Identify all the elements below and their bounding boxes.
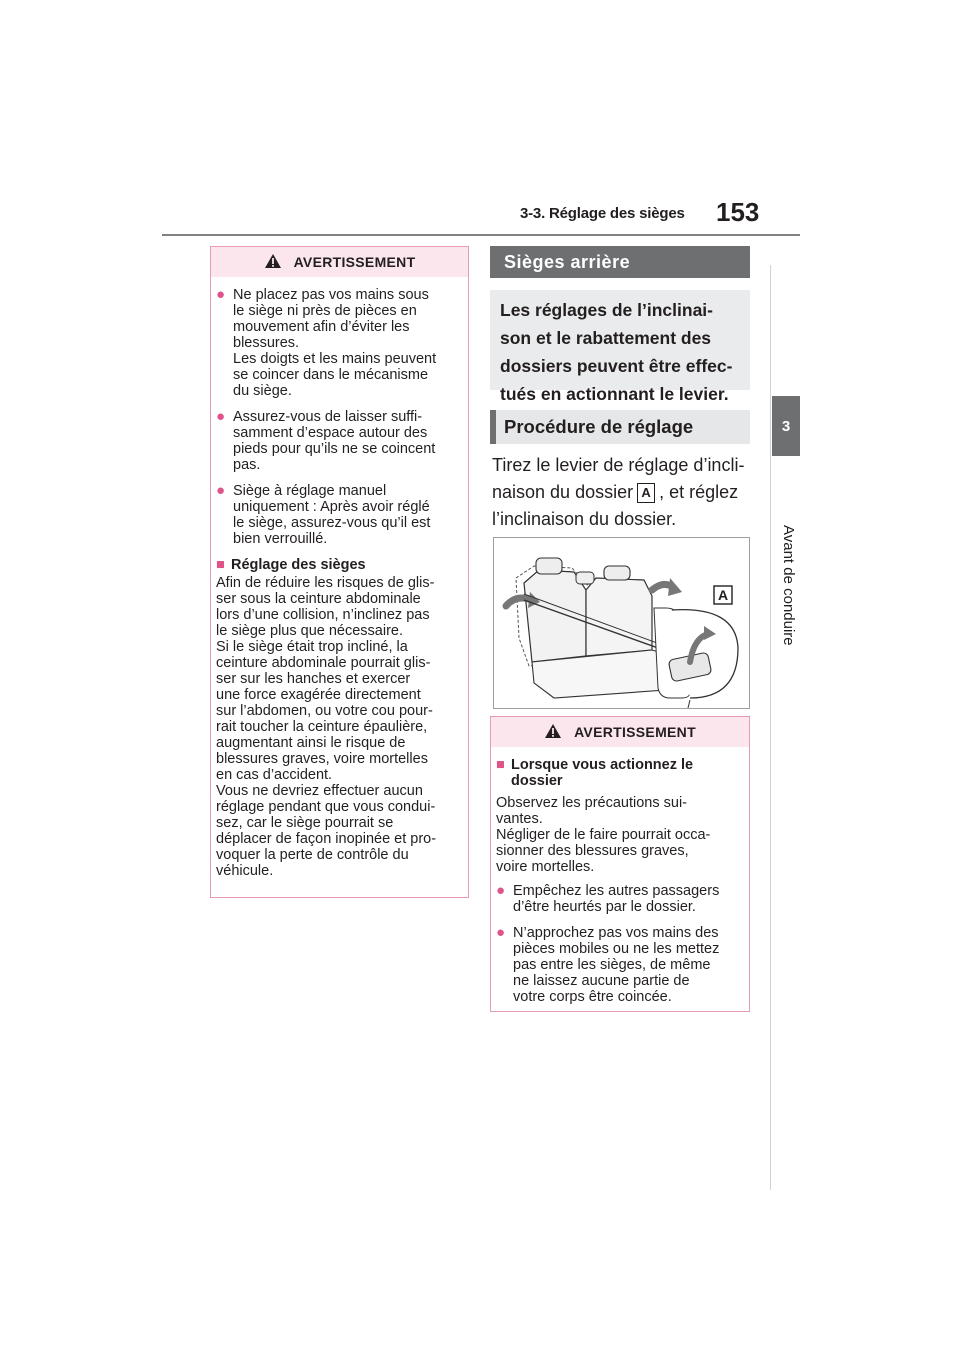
section-title-bar	[490, 246, 750, 278]
bullet-text: Ne placez pas vos mains sous le siège ni près de pièces en mouvement afin d’éviter les blessures. Les doigts et les mains peuvent se coincer dans le mécanisme du siège.	[233, 287, 437, 399]
procedure-text-part1: Tirez le levier de réglage d’incli- naison du dossier	[492, 455, 745, 502]
procedure-text-part2: , et réglez l’inclinaison du dossier.	[492, 482, 739, 529]
bullet-icon: ●	[496, 924, 506, 941]
section-header: 3-3. Réglage des sièges	[520, 205, 685, 222]
warning-paragraph: Observez les précautions sui- vantes. Négliger de le faire pourrait occa- sionner des blessures graves, voire mortelles.	[496, 795, 711, 875]
warning-header	[211, 247, 468, 277]
subheading-text: Réglage des sièges	[231, 557, 366, 573]
warning-triangle-icon	[544, 723, 562, 742]
bullet-icon: ●	[216, 482, 226, 499]
bullet-text: Empêchez les autres passagers d’être heurtés par le dossier.	[513, 883, 720, 915]
list-item	[216, 409, 461, 473]
intro-box: Les réglages de l’inclinai- son et le rabattement des dossiers peuvent être effec- tués en actionnant le levier.	[490, 290, 750, 390]
page-number: 153	[716, 197, 760, 227]
square-bullet-icon: ■	[496, 757, 505, 773]
seat-illustration	[493, 537, 750, 709]
warning-heading: AVERTISSEMENT	[574, 724, 696, 740]
warning-triangle-icon	[264, 253, 282, 272]
square-bullet-icon: ■	[216, 557, 225, 573]
warning-header	[491, 717, 749, 747]
header-divider	[162, 234, 800, 236]
bullet-text: Siège à réglage manuel uniquement : Après avoir réglé le siège, assurez-vous qu’il est bien verrouillé.	[233, 483, 431, 547]
subheading	[496, 757, 742, 789]
warning-box-right	[490, 716, 750, 1012]
procedure-title: Procédure de réglage	[504, 416, 694, 437]
figure-label-a: A	[717, 587, 729, 603]
chapter-number: 3	[772, 396, 800, 456]
bullet-text: N’approchez pas vos mains des pièces mobiles ou ne les mettez pas entre les sièges, de même ne laissez aucune partie de votre corps être coincée.	[513, 925, 720, 1005]
list-item	[216, 287, 461, 399]
subheading-text: Lorsque vous actionnez le dossier	[511, 757, 694, 789]
chapter-label: Avant de conduire	[780, 524, 797, 646]
bullet-icon: ●	[216, 408, 226, 425]
bullet-text: Assurez-vous de laisser suffi- samment d’espace autour des pieds pour qu’ils ne se coincent pas.	[233, 409, 436, 473]
warning-paragraph: Afin de réduire les risques de glis- ser sous la ceinture abdominale lors d’une collision, n’inclinez pas le siège plus que nécessaire. Si le siège était trop incliné, la ceinture abdominale pourrait glis- ser sur les hanches et exercer une force exagérée directement sur l’abdomen, ou votre cou pour- rait toucher la ceinture épaulière, augmentant ainsi le risque de blessures graves, voire mortelles en cas d’accident. Vous ne devriez effectuer aucun réglage pendant que vous condui- sez, car le siège pourrait se déplacer de façon inopinée et pro- voquer la perte de contrôle du véhicule.	[216, 575, 437, 879]
rear-seat-diagram	[494, 538, 749, 708]
warning-heading: AVERTISSEMENT	[293, 254, 416, 270]
bullet-icon: ●	[216, 286, 226, 303]
list-item	[496, 925, 742, 1005]
warning-box-left	[210, 246, 469, 898]
list-item	[496, 883, 742, 915]
subheading	[216, 557, 461, 573]
procedure-title-bar	[490, 410, 750, 444]
label-a-callout: A	[637, 483, 655, 503]
procedure-text	[492, 452, 754, 533]
bullet-icon: ●	[496, 882, 506, 899]
section-title: Sièges arrière	[504, 251, 631, 272]
list-item	[216, 483, 461, 547]
